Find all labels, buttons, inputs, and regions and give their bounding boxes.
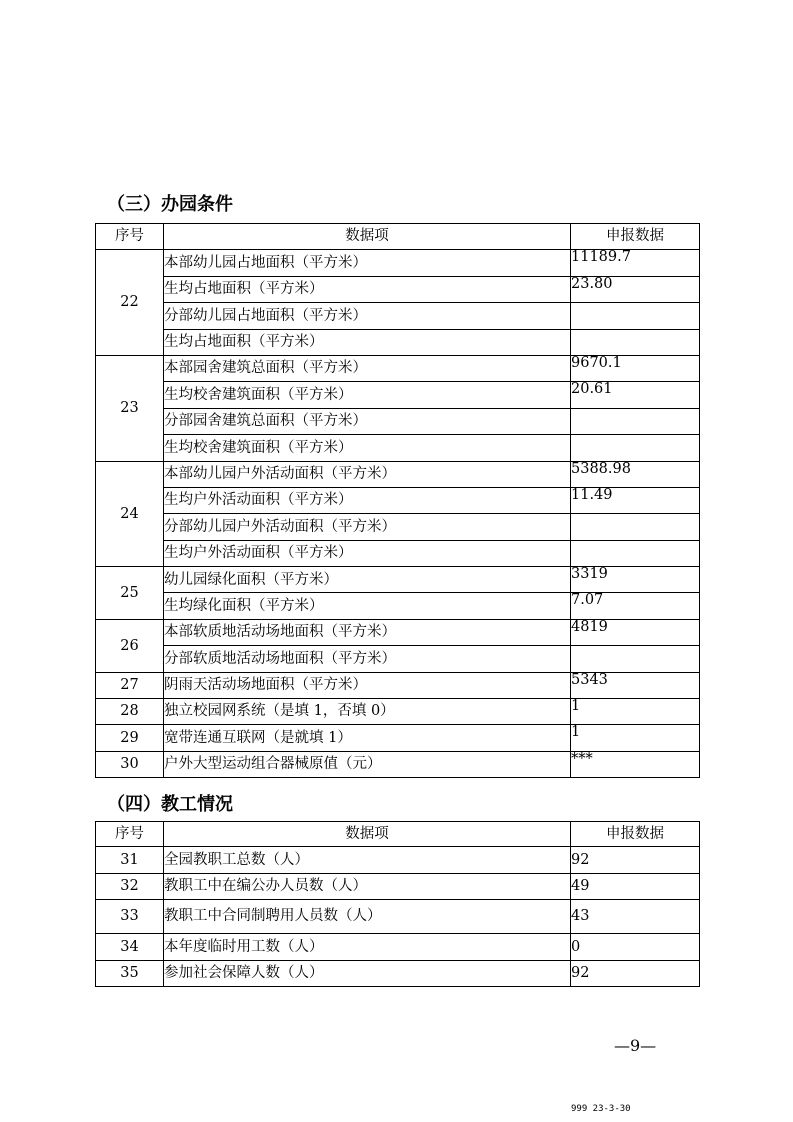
row-item: 教职工中在编公办人员数（人） [164,873,571,900]
row-item: 本部幼儿园户外活动面积（平方米） [164,461,571,487]
header-value: 申报数据 [571,822,700,847]
header-seq: 序号 [96,224,164,250]
row-item: 户外大型运动组合器械原值（元） [164,751,571,777]
table-row [96,725,700,751]
row-seq: 27 [96,672,164,698]
row-value: 20.61 [571,382,700,408]
table-row [96,303,700,329]
table-row [96,329,700,355]
row-item: 生均占地面积（平方米） [164,276,571,302]
page-number: —9— [614,1036,657,1055]
row-item: 分部幼儿园占地面积（平方米） [164,303,571,329]
row-seq: 30 [96,751,164,777]
row-value [571,329,700,355]
row-value: 49 [571,873,700,900]
row-value [571,540,700,566]
table-row [96,276,700,302]
row-item: 分部软质地活动场地面积（平方米） [164,646,571,672]
row-value: 0 [571,934,700,961]
row-item: 本部园舍建筑总面积（平方米） [164,355,571,381]
row-seq: 24 [96,461,164,567]
row-item: 本部软质地活动场地面积（平方米） [164,619,571,645]
row-seq: 29 [96,725,164,751]
row-item: 生均绿化面积（平方米） [164,593,571,619]
table-row [96,408,700,434]
row-item: 生均占地面积（平方米） [164,329,571,355]
row-seq: 31 [96,847,164,874]
row-item: 阴雨天活动场地面积（平方米） [164,672,571,698]
table-row [96,540,700,566]
row-value: 7.07 [571,593,700,619]
table-row [96,487,700,513]
row-value [571,408,700,434]
row-value: 1 [571,725,700,751]
row-item: 独立校园网系统（是填 1，否填 0） [164,699,571,725]
row-value [571,646,700,672]
table-row [96,873,700,900]
table-row [96,250,700,276]
row-item: 本年度临时用工数（人） [164,934,571,961]
header-seq: 序号 [96,822,164,847]
row-item: 生均户外活动面积（平方米） [164,487,571,513]
row-value: 9670.1 [571,355,700,381]
row-item: 教职工中合同制聘用人员数（人） [164,900,571,934]
row-seq: 28 [96,699,164,725]
table-row [96,619,700,645]
row-value: 11.49 [571,487,700,513]
table-row [96,672,700,698]
row-value: 5343 [571,672,700,698]
header-value: 申报数据 [571,224,700,250]
row-item: 幼儿园绿化面积（平方米） [164,567,571,593]
row-seq: 32 [96,873,164,900]
table-row [96,960,700,987]
row-seq: 35 [96,960,164,987]
table-row [96,382,700,408]
row-value: 43 [571,900,700,934]
row-value: 1 [571,699,700,725]
section-3-title: （三）办园条件 [107,194,233,215]
header-item: 数据项 [164,822,571,847]
row-value: 5388.98 [571,461,700,487]
row-value [571,514,700,540]
table-row [96,847,700,874]
table-row [96,593,700,619]
row-value [571,303,700,329]
kindergarten-conditions-table [95,223,700,778]
table-row [96,435,700,461]
table-header-row [96,822,700,847]
header-item: 数据项 [164,224,571,250]
row-item: 生均校舍建筑面积（平方米） [164,382,571,408]
table-row [96,646,700,672]
row-seq: 23 [96,355,164,461]
row-value: 11189.7 [571,250,700,276]
row-value: 92 [571,960,700,987]
table-row [96,934,700,961]
table-header-row [96,224,700,250]
section-4-title: （四）教工情况 [107,794,233,815]
table-row [96,900,700,934]
table-row [96,567,700,593]
row-value: 4819 [571,619,700,645]
table-row [96,514,700,540]
row-value: 92 [571,847,700,874]
row-value: *** [571,751,700,777]
row-item: 生均校舍建筑面积（平方米） [164,435,571,461]
row-seq: 25 [96,567,164,620]
row-item: 本部幼儿园占地面积（平方米） [164,250,571,276]
row-seq: 34 [96,934,164,961]
row-item: 参加社会保障人数（人） [164,960,571,987]
row-value: 3319 [571,567,700,593]
table-row [96,699,700,725]
staff-situation-table [95,821,700,987]
row-item: 宽带连通互联网（是就填 1） [164,725,571,751]
row-item: 分部幼儿园户外活动面积（平方米） [164,514,571,540]
table-row [96,355,700,381]
row-item: 全园教职工总数（人） [164,847,571,874]
row-seq: 22 [96,250,164,356]
row-item: 生均户外活动面积（平方米） [164,540,571,566]
row-seq: 26 [96,619,164,672]
row-value [571,435,700,461]
table-row [96,461,700,487]
row-seq: 33 [96,900,164,934]
print-stamp: 999 23-3-30 [571,1104,631,1114]
row-item: 分部园舍建筑总面积（平方米） [164,408,571,434]
table-row [96,751,700,777]
row-value: 23.80 [571,276,700,302]
